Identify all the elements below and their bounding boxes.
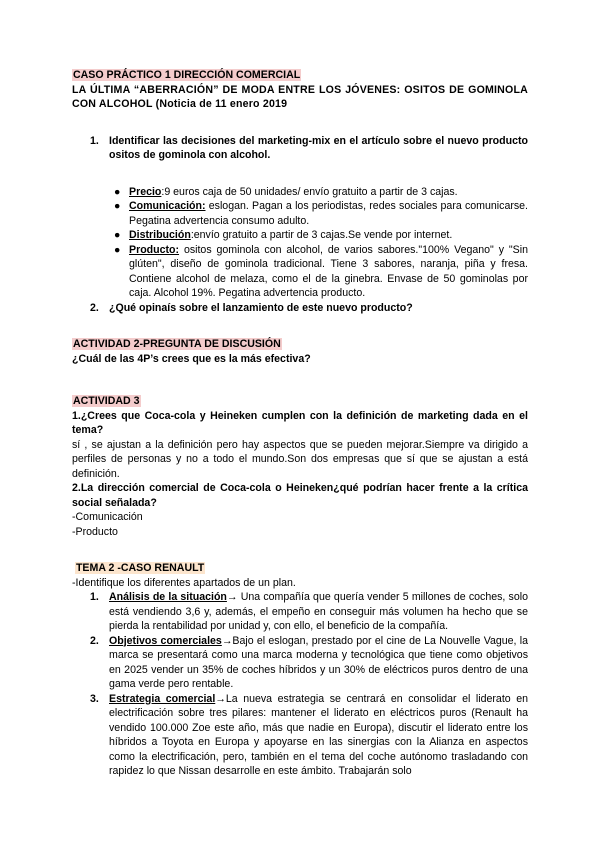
tema2-heading: TEMA 2 -CASO RENAULT [75, 562, 205, 574]
question-1: 1. Identificar las decisiones del marketing-mix en el artículo sobre el nuevo producto ositos de gominola con alcohol. [90, 134, 528, 161]
news-title: LA ÚLTIMA “ABERRACIÓN” DE MODA ENTRE LOS JÓVENES: OSITOS DE GOMINOLA CON ALCOHOL (Noticia de 11 enero 2019 [72, 83, 528, 110]
list-item: 1. Análisis de la situación→ Una compañía que quería vender 5 millones de coches, solo está vendiendo 3,6 y, además, el empeño en conseguir más volumen ha hecho que se pierda la rentabilidad por unidad y, con ello, el beneficio de la compañía. [90, 591, 528, 632]
actividad3-answer-1: sí , se ajustan a la definición pero hay aspectos que se pueden mejorar.Siempre va dirigido a perfiles de personas y no a todo el mundo.Son dos empresas que sí que se ajustan a está definición. [72, 438, 528, 480]
actividad3-answer-2-line: -Comunicación [72, 511, 143, 523]
question-2: 2. ¿Qué opinaís sobre el lanzamiento de este nuevo producto? [90, 301, 413, 314]
actividad2-heading: ACTIVIDAD 2-PREGUNTA DE DISCUSIÓN [73, 338, 281, 350]
marketing-mix-list [72, 185, 528, 301]
actividad3-answer-2-line: -Producto [72, 525, 118, 538]
actividad3-question-2: 2.La dirección comercial de Coca-cola o Heineken¿qué podrían hacer frente a la crítica social señalada? [72, 482, 528, 509]
list-item: 3. Estrategia comercial→La nueva estrategia se centrará en consolidar el liderato en electrificación sobre tres pilares: mantener el liderato en eléctricos puros (Renault ha vendido 100.000 Zoe este año, más que nadie en Europa), discutir el liderato entre los híbridos a Toyota en Europa y apoyarse en las sinergias con la Alianza en aspectos como la electrificación, pero, también en el tema del coche autónomo trasladando con rapidez lo que Nissan desarrolle en este ámbito. Trabajarán solo [90, 692, 528, 777]
list-item: ● Producto: ositos gominola con alcohol, de varios sabores."100% Vegano" y "Sin glúten", diseño de gominola tradicional. Tiene 3 sabores, naranja, piña y fresa. Contiene alcohol de melaza, como el de la ginebra. Envase de 50 gominolas por caja. Alcohol 19%. Pegatina advertencia producto. [114, 243, 528, 299]
actividad3-heading: ACTIVIDAD 3 [73, 395, 140, 407]
list-item: ● Distribución:envío gratuito a partir de 3 cajas.Se vende por internet. [114, 229, 453, 241]
actividad2-question: ¿Cuál de las 4P’s crees que es la más efectiva? [72, 352, 311, 365]
list-item: ● Precio:9 euros caja de 50 unidades/ envío gratuito a partir de 3 cajas. [114, 185, 458, 198]
plan-sections-list [72, 590, 528, 779]
actividad3-question-1: 1.¿Crees que Coca-cola y Heineken cumplen con la definición de marketing dada en el tema? [72, 409, 528, 436]
list-item: ● Comunicación: eslogan. Pagan a los periodistas, redes sociales para comunicarse. Pegatina advertencia consumo adulto. [114, 200, 528, 227]
tema2-intro: -Identifique los diferentes apartados de un plan. [72, 576, 296, 589]
caso1-heading: CASO PRÁCTICO 1 DIRECCIÓN COMERCIAL [73, 69, 301, 81]
list-item: 2. Objetivos comerciales→Bajo el eslogan, prestado por el cine de La Nouvelle Vague, la marca se presentará como una marca moderna y tecnológica que tiene como objetivos en 2025 vender un 35% de coches híbridos y un 30% de eléctricos puros dentro de una gama verde pero rentable. [90, 634, 529, 690]
